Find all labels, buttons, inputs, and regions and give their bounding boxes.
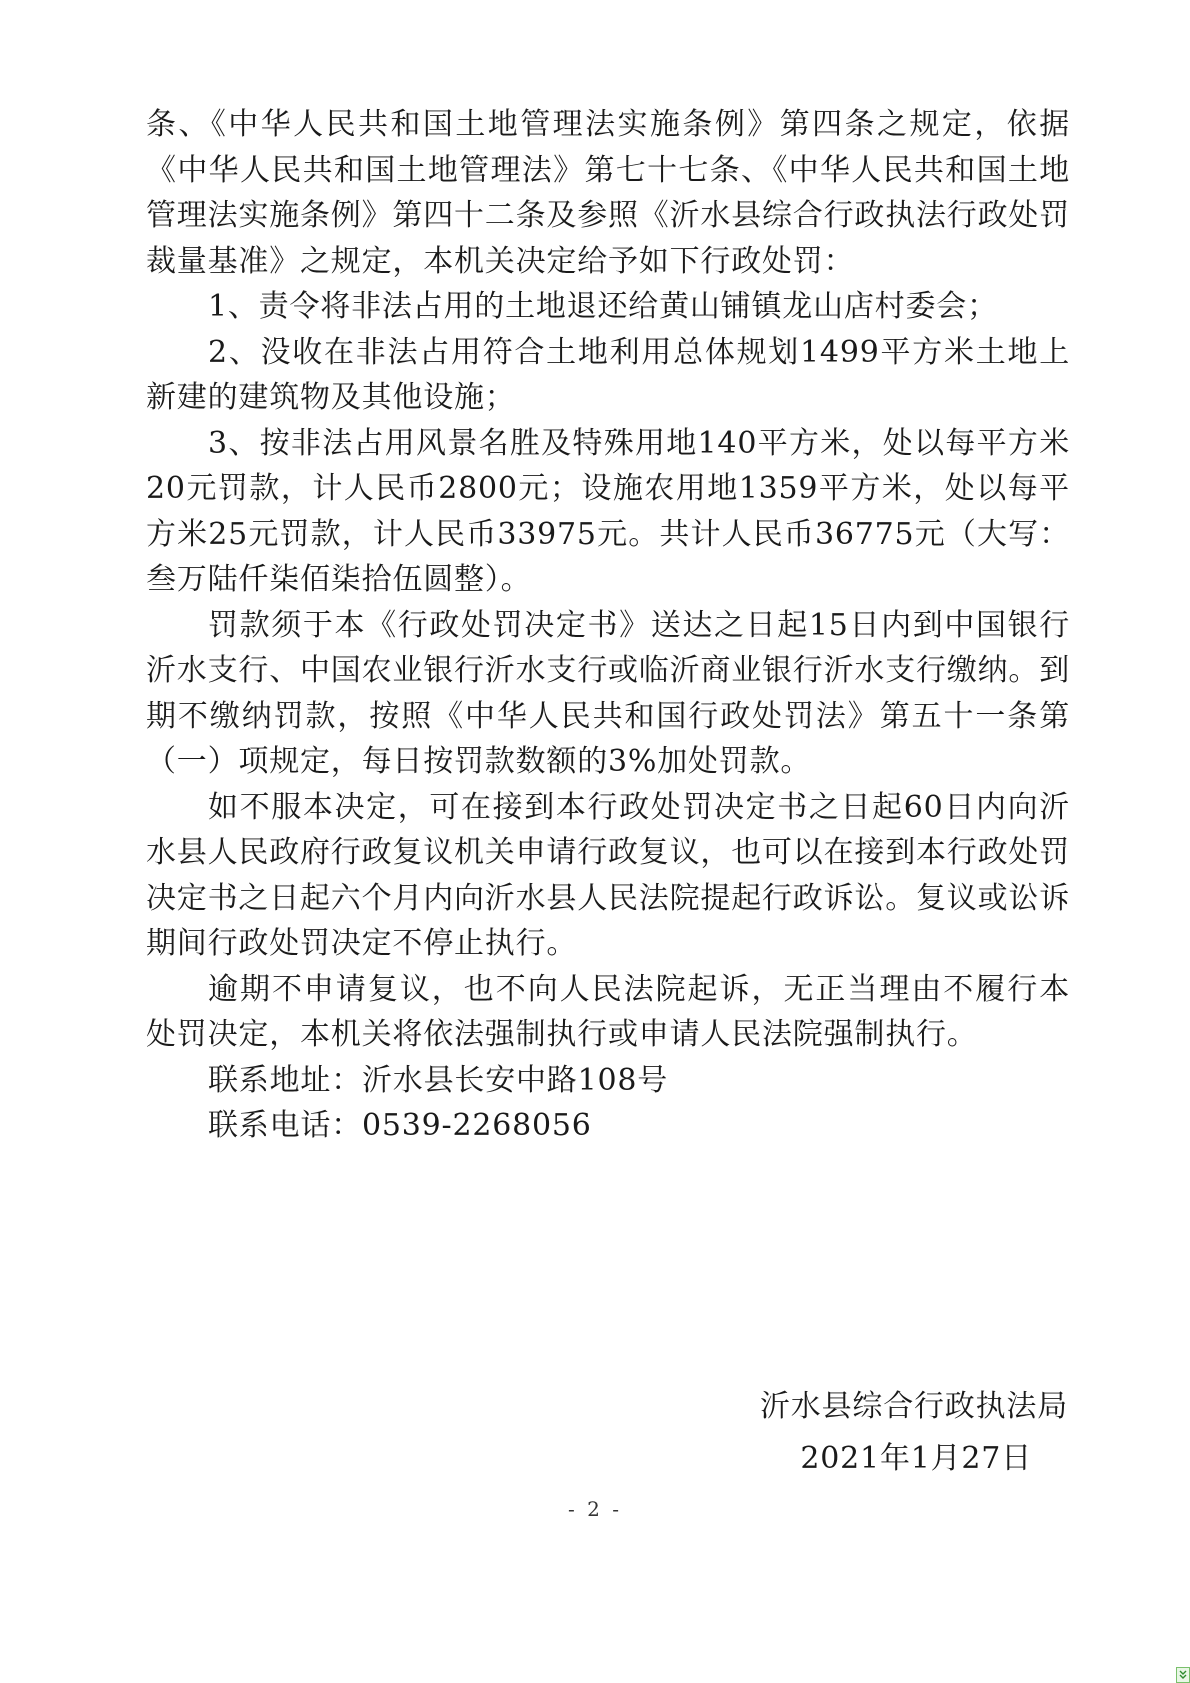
download-icon[interactable] <box>1176 1667 1190 1683</box>
document-body <box>146 102 1070 1149</box>
issuing-organization: 沂水县综合行政执法局 <box>760 1389 1068 1424</box>
paragraph-penalty-item-3: 3、按非法占用风景名胜及特殊用地140平方米，处以每平方米20元罚款，计人民币2800元；设施农用地1359平方米，处以每平方米25元罚款，计人民币33975元。共计人民币36775元（大写：叁万陆仟柒佰柒拾伍圆整）。 <box>146 425 1070 597</box>
contact-phone: 联系电话：0539-2268056 <box>208 1108 592 1143</box>
paragraph-penalty-item-1: 1、责令将非法占用的土地退还给黄山铺镇龙山店村委会； <box>208 289 998 324</box>
paragraph-enforcement-notice: 逾期不申请复议，也不向人民法院起诉，无正当理由不履行本处罚决定，本机关将依法强制执行或申请人民法院强制执行。 <box>146 971 1070 1052</box>
paragraph-payment-instructions: 罚款须于本《行政处罚决定书》送达之日起15日内到中国银行沂水支行、中国农业银行沂水支行或临沂商业银行沂水支行缴纳。到期不缴纳罚款，按照《中华人民共和国行政处罚法》第五十一条第（一）项规定，每日按罚款数额的3%加处罚款。 <box>146 607 1070 779</box>
paragraph-penalty-item-2: 2、没收在非法占用符合土地利用总体规划1499平方米土地上新建的建筑物及其他设施； <box>146 334 1070 415</box>
issue-date: 2021年1月27日 <box>800 1441 1032 1476</box>
signature-block <box>668 1381 1068 1485</box>
download-icon-glyph <box>1177 1668 1189 1682</box>
page-number: - 2 - <box>568 1497 622 1521</box>
contact-address: 联系地址：沂水县长安中路108号 <box>208 1062 669 1098</box>
paragraph-legal-basis: 条、《中华人民共和国土地管理法实施条例》第四条之规定，依据《中华人民共和国土地管理法》第七十七条、《中华人民共和国土地管理法实施条例》第四十二条及参照《沂水县综合行政执法行政处罚裁量基准》之规定，本机关决定给予如下行政处罚： <box>146 107 1070 279</box>
paragraph-appeal-rights: 如不服本决定，可在接到本行政处罚决定书之日起60日内向沂水县人民政府行政复议机关申请行政复议，也可以在接到本行政处罚决定书之日起六个月内向沂水县人民法院提起行政诉讼。复议或讼诉期间行政处罚决定不停止执行。 <box>146 789 1070 961</box>
